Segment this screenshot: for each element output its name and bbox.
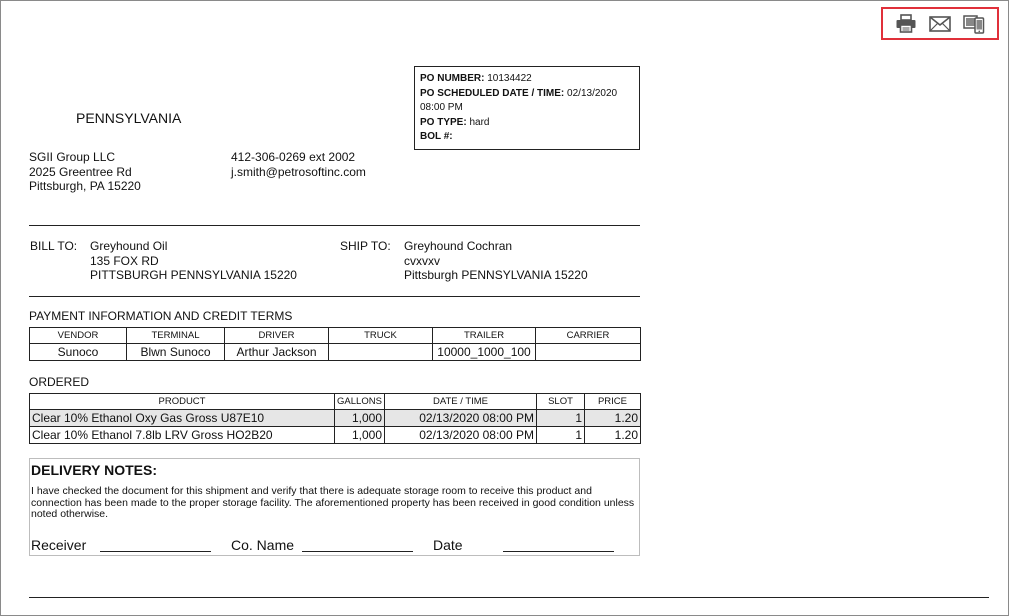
company-name: SGII Group LLC — [29, 150, 116, 164]
date-signature-line — [503, 551, 614, 552]
gallons-cell: 1,000 — [335, 410, 385, 427]
po-scheduled-line — [420, 87, 634, 102]
company-state: PENNSYLVANIA — [76, 110, 182, 126]
bill-to-label: BILL TO: — [30, 239, 78, 253]
ordered-section-title: ORDERED — [29, 375, 90, 389]
bill-to-street: 135 FOX RD — [90, 253, 159, 268]
slot-cell: 1 — [537, 410, 585, 427]
po-type-value: hard — [469, 116, 490, 128]
envelope-icon — [929, 16, 951, 32]
ship-to-label: SHIP TO: — [340, 239, 391, 253]
mobile-device-icon — [963, 14, 985, 34]
delivery-notes-box — [29, 458, 640, 556]
column-header: DATE / TIME — [385, 394, 537, 410]
table-row — [30, 410, 641, 427]
payment-terms-table — [29, 327, 641, 361]
column-header: TERMINAL — [127, 328, 225, 344]
price-cell: 1.20 — [585, 427, 641, 444]
trailer-cell: 10000_1000_100 — [433, 344, 536, 361]
gallons-cell: 1,000 — [335, 427, 385, 444]
column-header: TRUCK — [329, 328, 433, 344]
vendor-cell: Sunoco — [30, 344, 127, 361]
delivery-notes-title: DELIVERY NOTES: — [31, 462, 158, 478]
carrier-cell — [536, 344, 641, 361]
receiver-signature-line — [100, 551, 211, 552]
table-header-row — [30, 328, 641, 344]
po-scheduled-label: PO SCHEDULED DATE / TIME: — [420, 87, 565, 99]
company-phone: 412-306-0269 ext 2002 — [231, 150, 356, 164]
footer-divider — [29, 597, 989, 598]
company-contact — [231, 150, 366, 179]
payment-section-title: PAYMENT INFORMATION AND CREDIT TERMS — [29, 309, 293, 323]
column-header: TRAILER — [433, 328, 536, 344]
po-info-box — [414, 66, 640, 150]
po-scheduled-date: 02/13/2020 — [567, 87, 618, 99]
datetime-cell: 02/13/2020 08:00 PM — [385, 410, 537, 427]
table-row — [30, 427, 641, 444]
ordered-products-table — [29, 393, 641, 444]
po-number-label: PO NUMBER: — [420, 73, 485, 84]
column-header: VENDOR — [30, 328, 127, 344]
product-cell: Clear 10% Ethanol Oxy Gas Gross U87E10 — [30, 410, 335, 427]
document-toolbar — [881, 7, 999, 40]
company-name-signature-line — [302, 551, 413, 552]
ship-to-city: Pittsburgh PENNSYLVANIA 15220 — [404, 268, 588, 282]
printer-icon — [895, 14, 917, 34]
slot-cell: 1 — [537, 427, 585, 444]
divider — [29, 225, 640, 226]
datetime-cell: 02/13/2020 08:00 PM — [385, 427, 537, 444]
bill-to-address — [90, 239, 297, 283]
bol-label: BOL #: — [420, 131, 453, 142]
email-button[interactable] — [928, 13, 952, 35]
driver-cell: Arthur Jackson — [225, 344, 329, 361]
po-type-label: PO TYPE: — [420, 116, 467, 128]
company-name-label: Co. Name — [231, 537, 295, 553]
column-header: PRICE — [585, 394, 641, 410]
truck-cell — [329, 344, 433, 361]
delivery-notes-text: I have checked the document for this shipment and verify that there is adequate storage room to receive this product and connection has been made to the proper storage facility. The aforementioned property has been received in good condition unless noted otherwise. — [31, 485, 635, 520]
ship-to-street: cvxvxv — [404, 253, 440, 268]
ship-to-address — [404, 239, 588, 283]
column-header: CARRIER — [536, 328, 641, 344]
bill-to-city: PITTSBURGH PENNSYLVANIA 15220 — [90, 268, 297, 282]
po-number-value: 10134422 — [487, 73, 532, 84]
column-header: DRIVER — [225, 328, 329, 344]
date-label: Date — [433, 537, 463, 553]
bill-to-name: Greyhound Oil — [90, 239, 168, 253]
company-city: Pittsburgh, PA 15220 — [29, 179, 141, 193]
mobile-view-button[interactable] — [962, 13, 986, 35]
receiver-label: Receiver — [31, 537, 87, 553]
company-street: 2025 Greentree Rd — [29, 164, 132, 179]
po-scheduled-time: 08:00 PM — [420, 102, 463, 113]
terminal-cell: Blwn Sunoco — [127, 344, 225, 361]
column-header: PRODUCT — [30, 394, 335, 410]
product-cell: Clear 10% Ethanol 7.8lb LRV Gross HO2B20 — [30, 427, 335, 444]
column-header: SLOT — [537, 394, 585, 410]
table-row — [30, 344, 641, 361]
company-address — [29, 150, 141, 194]
divider — [29, 296, 640, 297]
ship-to-name: Greyhound Cochran — [404, 239, 513, 253]
company-email[interactable]: j.smith@petrosoftinc.com — [231, 164, 366, 179]
price-cell: 1.20 — [585, 410, 641, 427]
table-header-row — [30, 394, 641, 410]
po-type-line — [420, 116, 634, 131]
bol-line — [420, 130, 634, 145]
po-number-line — [420, 72, 634, 87]
column-header: GALLONS — [335, 394, 385, 410]
print-button[interactable] — [894, 13, 918, 35]
